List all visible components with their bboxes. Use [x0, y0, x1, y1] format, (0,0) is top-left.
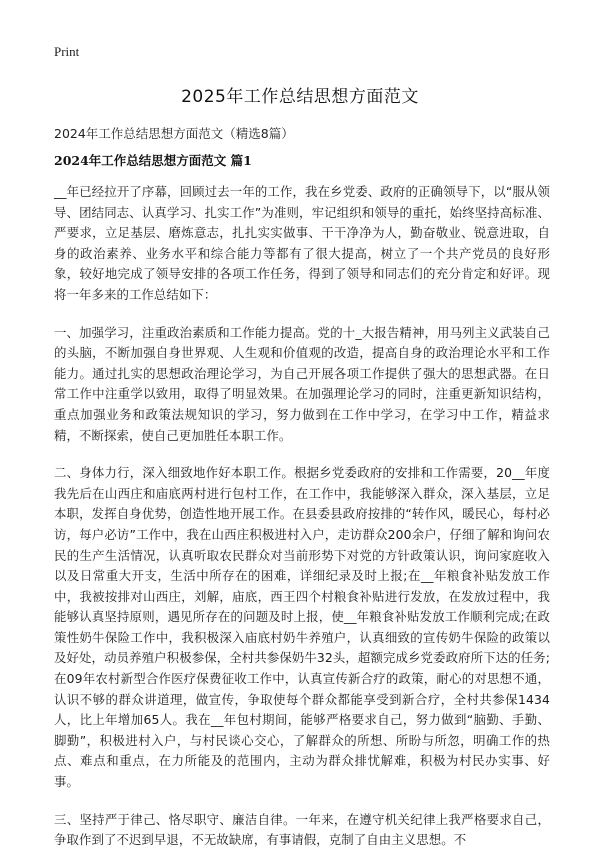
paragraph-discipline: 三、坚持严于律己、恪尽职守、廉洁自律。一年来，在遵守机关纪律上我严格要求自己，争取作到了不迟到早退，不无故缺席，有事请假，克制了自由主义思想。不: [54, 811, 550, 848]
paragraph-intro: __年已经拉开了序幕，回顾过去一年的工作，我在乡党委、政府的正确领导下，以“服从领导、团结同志、认真学习、扎实工作”为准则，牢记组织和领导的重托，始终坚持高标准、严要求，立足基层、磨炼意志，扎扎实实做事、干干净净为人，勤奋敬业、锐意进取，自身的政治素养、业务水平和综合能力等都有了很大提高，树立了一个共产党员的良好形象，较好地完成了领导安排的各项工作任务，得到了领导和同志们的充分肯定和好评。现将一年多来的工作总结如下：: [54, 184, 550, 302]
document-subtitle: 2024年工作总结思想方面范文（精选8篇）: [54, 126, 294, 141]
print-link[interactable]: Print: [54, 44, 80, 59]
paragraph-work: 二、身体力行，深入细致地作好本职工作。根据乡党委政府的安排和工作需要，20__年度我先后在山西庄和庙底两村进行包村工作，在工作中，我能够深入群众，深入基层，立足本职，发挥自身优势，创造性地开展工作。在县委县政府按排的“转作风，暖民心，每村必访，每户必访”工作中，我在山西庄积极进村入户，走访群众200余户，仔细了解和询问农民的生产生活情况，认真听取农民群众对当前形势下对党的方针政策认识，询问家庭收入以及日常重大开支，生活中所存在的困难，详细纪录及时上报;在__年粮食补贴发放工作中，我被按排对山西庄，刘解，庙底，西王四个村粮食补贴进行发放，在发放过程中，我能够认真坚持原则，遇见所存在的问题及时上报，使__年粮食补贴发放工作顺利完成;在政策性奶牛保险工作中，我积极深入庙底村奶牛养殖户，认真细致的宣传奶牛保险的政策以及好处，动员养殖户积极参保，全村共参保奶牛32头，超额完成乡党委政府所下达的任务;在09年农村新型合作医疗保费征收工作中，认真宣传新合疗的政策，耐心的对思想不通，认识不够的群众讲道理，做宣传，争取使每个群众都能享受到新合疗，全村共参保1434人，比上年增加65人。我在__年包村期间，能够严格要求自己，努力做到“脑勤、手勤、脚勤”，积极进村入户，与村民谈心交心，了解群众的所想、所盼与所忽，明确工作的热点、难点和重点，在力所能及的范围内，主动为群众排忧解难，积极为村民办实事、好事。: [54, 465, 550, 790]
document-title: 2025年工作总结思想方面范文: [181, 87, 419, 107]
paragraph-study: 一、加强学习，注重政治素质和工作能力提高。党的十_大报告精神，用马列主义武装自己的头脑，不断加强自身世界观、人生观和价值观的改造，提高自身的政治理论水平和工作能力。通过扎实的思想政治理论学习，为自己开展各项工作提供了强大的思想武器。在日常工作中注重学以致用，取得了明显效果。在加强理论学习的同时，注重更新知识结构，重点加强业务和政策法规知识的学习，努力做到在工作中学习，在学习中工作，精益求精，不断探索，使自己更加胜任本职工作。: [54, 324, 550, 443]
article-body: [54, 182, 550, 868]
section-heading: 2024年工作总结思想方面范文 篇1: [54, 153, 252, 168]
